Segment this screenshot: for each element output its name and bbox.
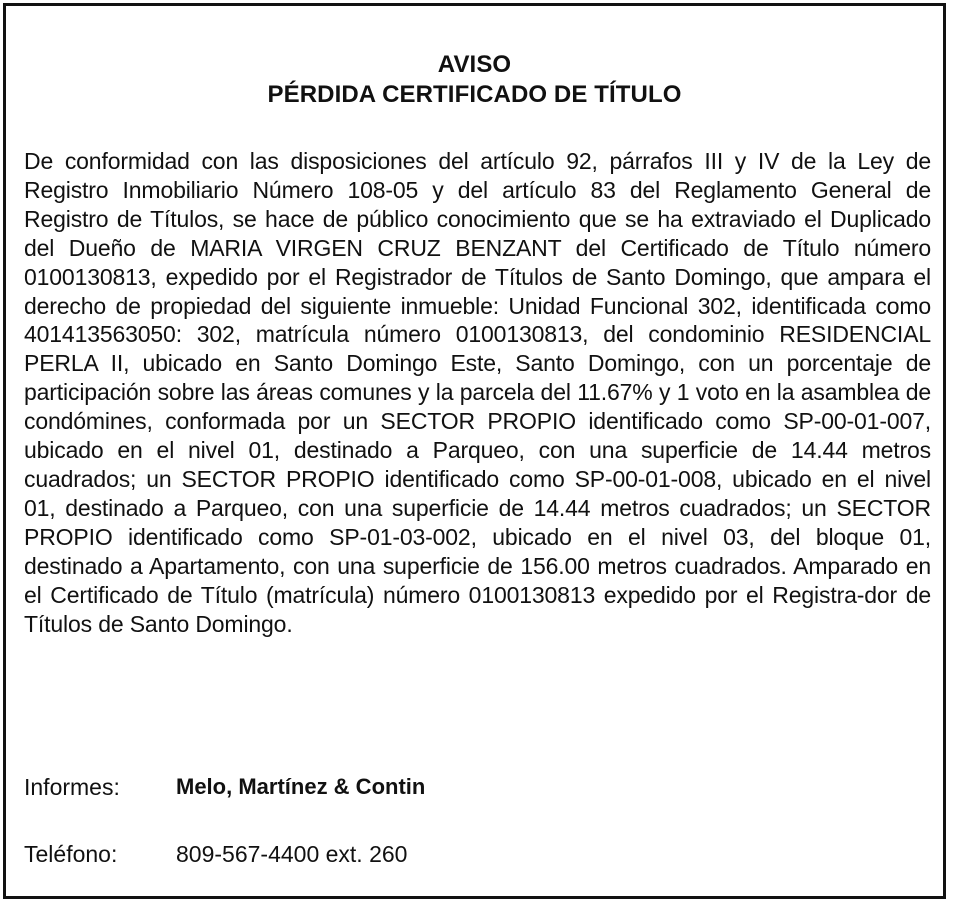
notice-body-text: De conformidad con las disposiciones del artículo 92, párrafos III y IV de la Ley de Registro Inmobiliario Número 108-05 y del artículo 83 del Reglamento General de Registro de Títulos, se hace de público conocimiento que se ha extraviado el Duplicado del Dueño de MARIA VIRGEN CRUZ BENZANT del Certificado de Título número 0100130813, expedido por el Registrador de Títulos de Santo Domingo, que ampara el derecho de propiedad del siguiente inmueble: Unidad Funcional 302, identificada como 401413563050: 302, matrícula número 0100130813, del condominio RESIDENCIAL PERLA II, ubicado en Santo Domingo Este, Santo Domingo, con un porcentaje de participación sobre las áreas comunes y la parcela del 11.67% y 1 voto en la asamblea de condómines, conformada por un SECTOR PROPIO identificado como SP-00-01-007, ubicado en el nivel 01, destinado a Parqueo, con una superficie de 14.44 metros cuadrados; un SECTOR PROPIO identificado como SP-00-01-008, ubicado en el nivel 01, destinado a Parqueo, con una superficie de 14.44 metros cuadrados; un SECTOR PROPIO identificado como SP-01-03-002, ubicado en el nivel 03, del bloque 01, destinado a Apartamento, con una superficie de 156.00 metros cuadrados. Amparado en el Certificado de Título (matrícula) número 0100130813 expedido por el Registra-dor de Títulos de Santo Domingo. — [24, 148, 931, 637]
informes-row — [24, 773, 425, 801]
telefono-label: Teléfono: — [24, 841, 118, 867]
notice-frame — [3, 3, 946, 899]
notice-subtitle: PÉRDIDA CERTIFICADO DE TÍTULO — [267, 81, 682, 108]
informes-value: Melo, Martínez & Contin — [176, 774, 426, 799]
informes-label: Informes: — [24, 774, 120, 800]
telefono-row — [24, 840, 407, 868]
notice-title: AVISO — [437, 51, 512, 78]
telefono-value: 809-567-4400 ext. 260 — [176, 841, 408, 867]
notice-header — [6, 50, 943, 110]
